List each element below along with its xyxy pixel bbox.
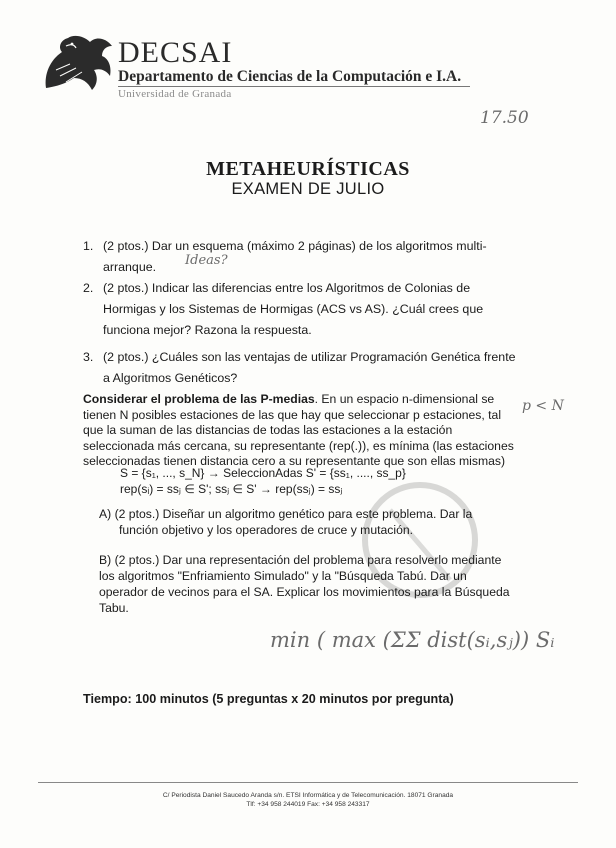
footer-divider	[38, 782, 578, 783]
formula-representative: rep(sᵢ) = ssⱼ ∈ S'; ssⱼ ∈ S' → rep(ssⱼ) = ssⱼ	[120, 482, 343, 496]
question-3	[83, 347, 523, 389]
problem-text: seleccionadas tienen distancia cero a su representante que son ellas mismas)	[83, 454, 506, 468]
exam-subtitle: EXAMEN DE JULIO	[231, 180, 385, 198]
department-name: Departamento de Ciencias de la Computación e I.A.	[118, 68, 462, 85]
question-text: Hormigas y los Sistemas de Hormigas (ACS vs AS). ¿Cuál crees que	[103, 302, 484, 316]
handwritten-note: Ideas?	[185, 253, 228, 268]
part-text: los algoritmos "Enfriamiento Simulado" y la "Búsqueda Tabú. Dar un	[99, 569, 467, 583]
griffin-logo-icon	[40, 30, 118, 92]
question-text: a Algoritmos Genéticos?	[103, 371, 238, 385]
question-2	[83, 278, 523, 341]
handwritten-note: p < N	[522, 398, 564, 414]
question-text: funciona mejor? Razona la respuesta.	[103, 323, 312, 337]
part-a	[99, 506, 519, 538]
question-number: 3.	[83, 350, 94, 364]
part-text: Tabu.	[99, 601, 129, 615]
question-number: 1.	[83, 239, 94, 253]
exam-title: METAHEURÍSTICAS	[206, 158, 410, 180]
problem-text: tienen N posibles estaciones de las que hay que seleccionar p estaciones, tal	[83, 407, 502, 422]
department-acronym: DECSAI	[118, 36, 233, 69]
university-name: Universidad de Granada	[118, 88, 232, 100]
time-note: Tiempo: 100 minutos (5 preguntas x 20 minutos por pregunta)	[83, 692, 454, 706]
question-number: 2.	[83, 281, 94, 295]
question-text: (2 ptos.) Dar un esquema (máximo 2 páginas) de los algoritmos multi-	[103, 239, 487, 253]
question-text: arranque.	[103, 260, 157, 274]
part-b	[99, 552, 519, 616]
header-divider	[118, 86, 470, 87]
problem-text: . En un espacio n-dimensional se	[314, 392, 495, 406]
question-text: (2 ptos.) Indicar las diferencias entre los Algoritmos de Colonias de	[103, 281, 471, 295]
part-text: A) (2 ptos.) Diseñar un algoritmo genético para este problema. Dar la	[99, 507, 473, 521]
footer-address: C/ Periodista Daniel Saucedo Aranda s/n. ETSI Informática y de Telecomunicación. 18071 Granada	[162, 792, 454, 799]
question-text: (2 ptos.) ¿Cuáles son las ventajas de utilizar Programación Genética frente	[103, 350, 516, 364]
problem-text: seleccionada más cercana, su representante (rep(.)), es mínima (las estaciones	[83, 438, 514, 453]
formula-set-definition: S = {s₁, ..., s_N} → SeleccionAdas S' = {ss₁, ...., ss_p}	[120, 466, 406, 480]
handwritten-grade: 17.50	[480, 108, 529, 128]
problem-statement	[83, 392, 519, 470]
part-text: operador de vecinos para el SA. Explicar los movimientos para la Búsqueda	[99, 585, 510, 599]
part-text: función objetivo y los operadores de cruce y mutación.	[119, 523, 414, 537]
footer-phone: Tlf: +34 958 244019 Fax: +34 958 243317	[246, 801, 370, 808]
problem-lead: Considerar el problema de las P-medias	[83, 392, 315, 406]
part-text: B) (2 ptos.) Dar una representación del problema para resolverlo mediante	[99, 553, 502, 567]
question-1	[83, 236, 523, 278]
handwritten-formula: min ( max (ΣΣ dist(sᵢ,sⱼ)) Sᵢ	[270, 628, 555, 652]
problem-text: que la suman de las distancias de todas las estaciones a la estación	[83, 423, 453, 437]
